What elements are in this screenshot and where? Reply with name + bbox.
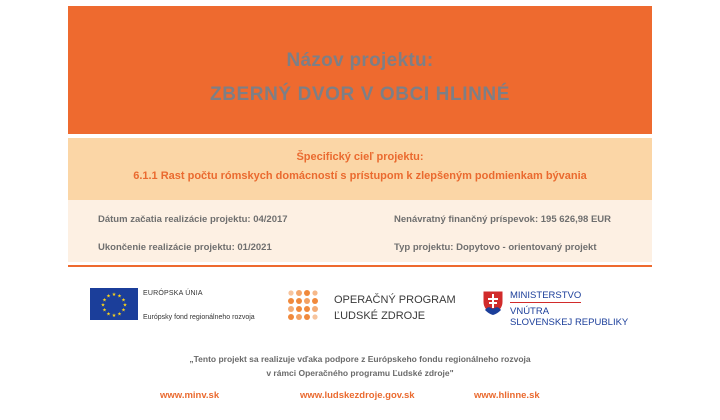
eu-fund: Európsky fond regionálneho rozvoja [143,314,255,321]
link-minv[interactable]: www.minv.sk [160,390,220,401]
svg-text:★: ★ [111,292,117,298]
eu-flag-icon [90,288,138,320]
ministry-line3: SLOVENSKEJ REPUBLIKY [510,317,629,328]
svg-text:★: ★ [106,293,111,300]
svg-text:★: ★ [102,307,107,314]
ministry-line1: MINISTERSTVO [510,290,582,301]
eu-logo [90,288,270,328]
ministry-line2: VNÚTRA [510,306,550,317]
link-ludskezdroje[interactable]: www.ludskezdroje.gov.sk [300,390,415,401]
eu-name: EURÓPSKA ÚNIA [143,290,203,297]
svg-text:★: ★ [117,311,122,318]
project-type: Typ projektu: Dopytovo - orientovaný projekt [394,242,597,253]
svg-text:★: ★ [106,311,111,318]
svg-text:★: ★ [122,302,128,309]
svg-text:★: ★ [121,307,126,314]
svg-text:★: ★ [117,293,122,300]
op-logo [286,288,466,328]
start-date: Dátum začatia realizácie projektu: 04/2017 [98,214,288,225]
objective-label: Špecifický cieľ projektu: [296,151,424,163]
grant-amount: Nenávratný finančný príspevok: 195 626,98 EUR [394,214,612,225]
divider [68,265,652,267]
link-hlinne[interactable]: www.hlinne.sk [474,390,540,401]
op-line1: OPERAČNÝ PROGRAM [334,294,456,306]
slovak-coat-of-arms-icon [482,290,504,316]
funding-quote-line2: v rámci Operačného programu Ľudské zdroje" [266,368,454,378]
specific-objective-banner [68,138,652,200]
svg-text:★: ★ [111,313,117,319]
project-details [68,200,652,262]
end-date: Ukončenie realizácie projektu: 01/2021 [98,242,272,253]
svg-text:★: ★ [102,297,107,304]
svg-text:★: ★ [121,297,126,304]
objective-text: 6.1.1 Rast počtu rómskych domácností s prístupom k zlepšeným podmienkam bývania [133,170,587,182]
project-title-banner [68,6,652,134]
funding-quote-line1: „Tento projekt sa realizuje vďaka podpore z Európskeho fondu regionálneho rozvoja [189,354,531,364]
project-title-label: Názov projektu: [286,50,434,71]
ministry-logo [482,286,642,332]
svg-text:★: ★ [100,302,106,309]
project-name: ZBERNÝ DVOR V OBCI HLINNÉ [209,84,511,105]
dots-grid-icon [286,288,320,322]
project-poster [68,6,652,420]
op-line2: ĽUDSKÉ ZDROJE [334,310,426,322]
